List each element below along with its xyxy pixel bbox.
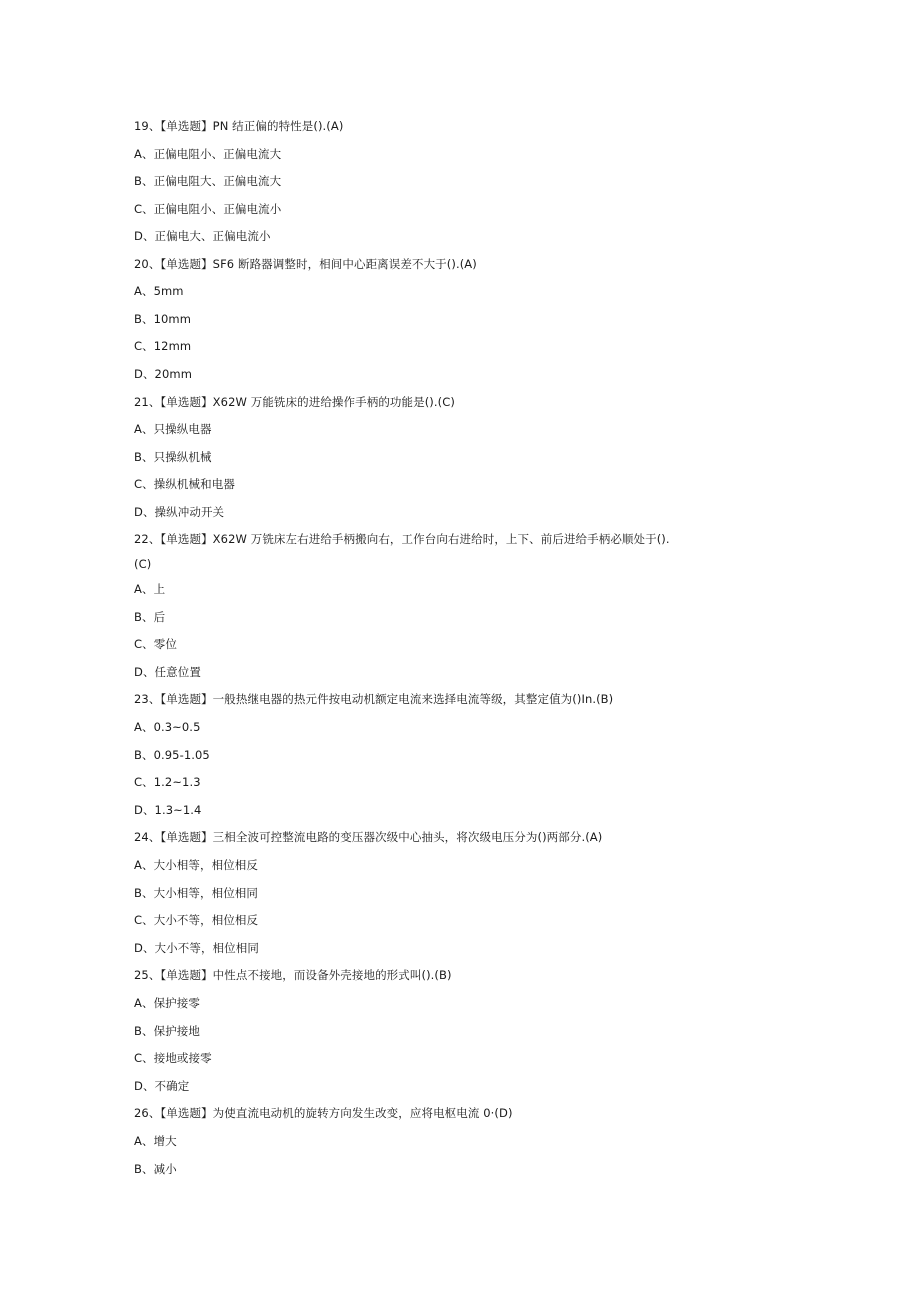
question-24-stem: 24、【单选题】三相全波可控整流电路的变压器次级中心抽头，将次级电压分为()两部分.(A) xyxy=(134,830,603,844)
question-24-option-b: B、大小相等，相位相同 xyxy=(134,886,258,900)
question-19-option-b: B、正偏电阻大、正偏电流大 xyxy=(134,174,282,188)
question-19-stem: 19、【单选题】PN 结正偏的特性是().(A) xyxy=(134,119,344,133)
question-26-option-b: B、减小 xyxy=(134,1162,177,1176)
question-24-option-c: C、大小不等，相位相反 xyxy=(134,913,259,927)
question-23-option-c: C、1.2~1.3 xyxy=(134,775,201,789)
question-19-option-d: D、正偏电大、正偏电流小 xyxy=(134,229,271,243)
question-21-stem: 21、【单选题】X62W 万能铣床的进给操作手柄的功能是().(C) xyxy=(134,395,455,409)
question-24-option-a: A、大小相等，相位相反 xyxy=(134,858,258,872)
question-20-stem: 20、【单选题】SF6 断路器调整时，相间中心距离误差不大于().(A) xyxy=(134,257,477,271)
question-20-option-a: A、5mm xyxy=(134,284,184,298)
question-19-option-a: A、正偏电阻小、正偏电流大 xyxy=(134,147,282,161)
question-20-option-b: B、10mm xyxy=(134,312,192,326)
question-22-stem: 22、【单选题】X62W 万铣床左右进给手柄搬向右，工作台向右进给时，上下、前后进给手柄必顺处于(). xyxy=(134,532,670,546)
question-25-stem: 25、【单选题】中性点不接地，而设备外壳接地的形式叫().(B) xyxy=(134,968,452,982)
question-24-option-d: D、大小不等，相位相同 xyxy=(134,941,259,955)
question-21-option-c: C、操纵机械和电器 xyxy=(134,477,235,491)
question-23-option-b: B、0.95-1.05 xyxy=(134,748,210,762)
question-20-option-d: D、20mm xyxy=(134,367,192,381)
question-22-option-a: A、上 xyxy=(134,582,166,596)
question-25-option-d: D、不确定 xyxy=(134,1079,190,1093)
question-23-option-d: D、1.3~1.4 xyxy=(134,803,202,817)
question-22-stem-continuation: (C) xyxy=(134,557,152,571)
question-19-option-c: C、正偏电阻小、正偏电流小 xyxy=(134,202,282,216)
question-23-stem: 23、【单选题】一般热继电器的热元件按电动机额定电流来选择电流等级，其整定值为()In.(B) xyxy=(134,692,614,706)
question-26-stem: 26、【单选题】为使直流电动机的旋转方向发生改变，应将电枢电流 0·(D) xyxy=(134,1106,513,1120)
question-20-option-c: C、12mm xyxy=(134,339,192,353)
question-22-option-d: D、任意位置 xyxy=(134,665,201,679)
question-23-option-a: A、0.3~0.5 xyxy=(134,720,201,734)
question-26-option-a: A、增大 xyxy=(134,1134,177,1148)
question-25-option-b: B、保护接地 xyxy=(134,1024,200,1038)
question-25-option-c: C、接地或接零 xyxy=(134,1051,212,1065)
question-22-option-b: B、后 xyxy=(134,610,166,624)
question-25-option-a: A、保护接零 xyxy=(134,996,200,1010)
question-22-option-c: C、零位 xyxy=(134,637,177,651)
question-21-option-b: B、只操纵机械 xyxy=(134,450,212,464)
question-21-option-d: D、操纵冲动开关 xyxy=(134,505,225,519)
question-21-option-a: A、只操纵电器 xyxy=(134,422,212,436)
